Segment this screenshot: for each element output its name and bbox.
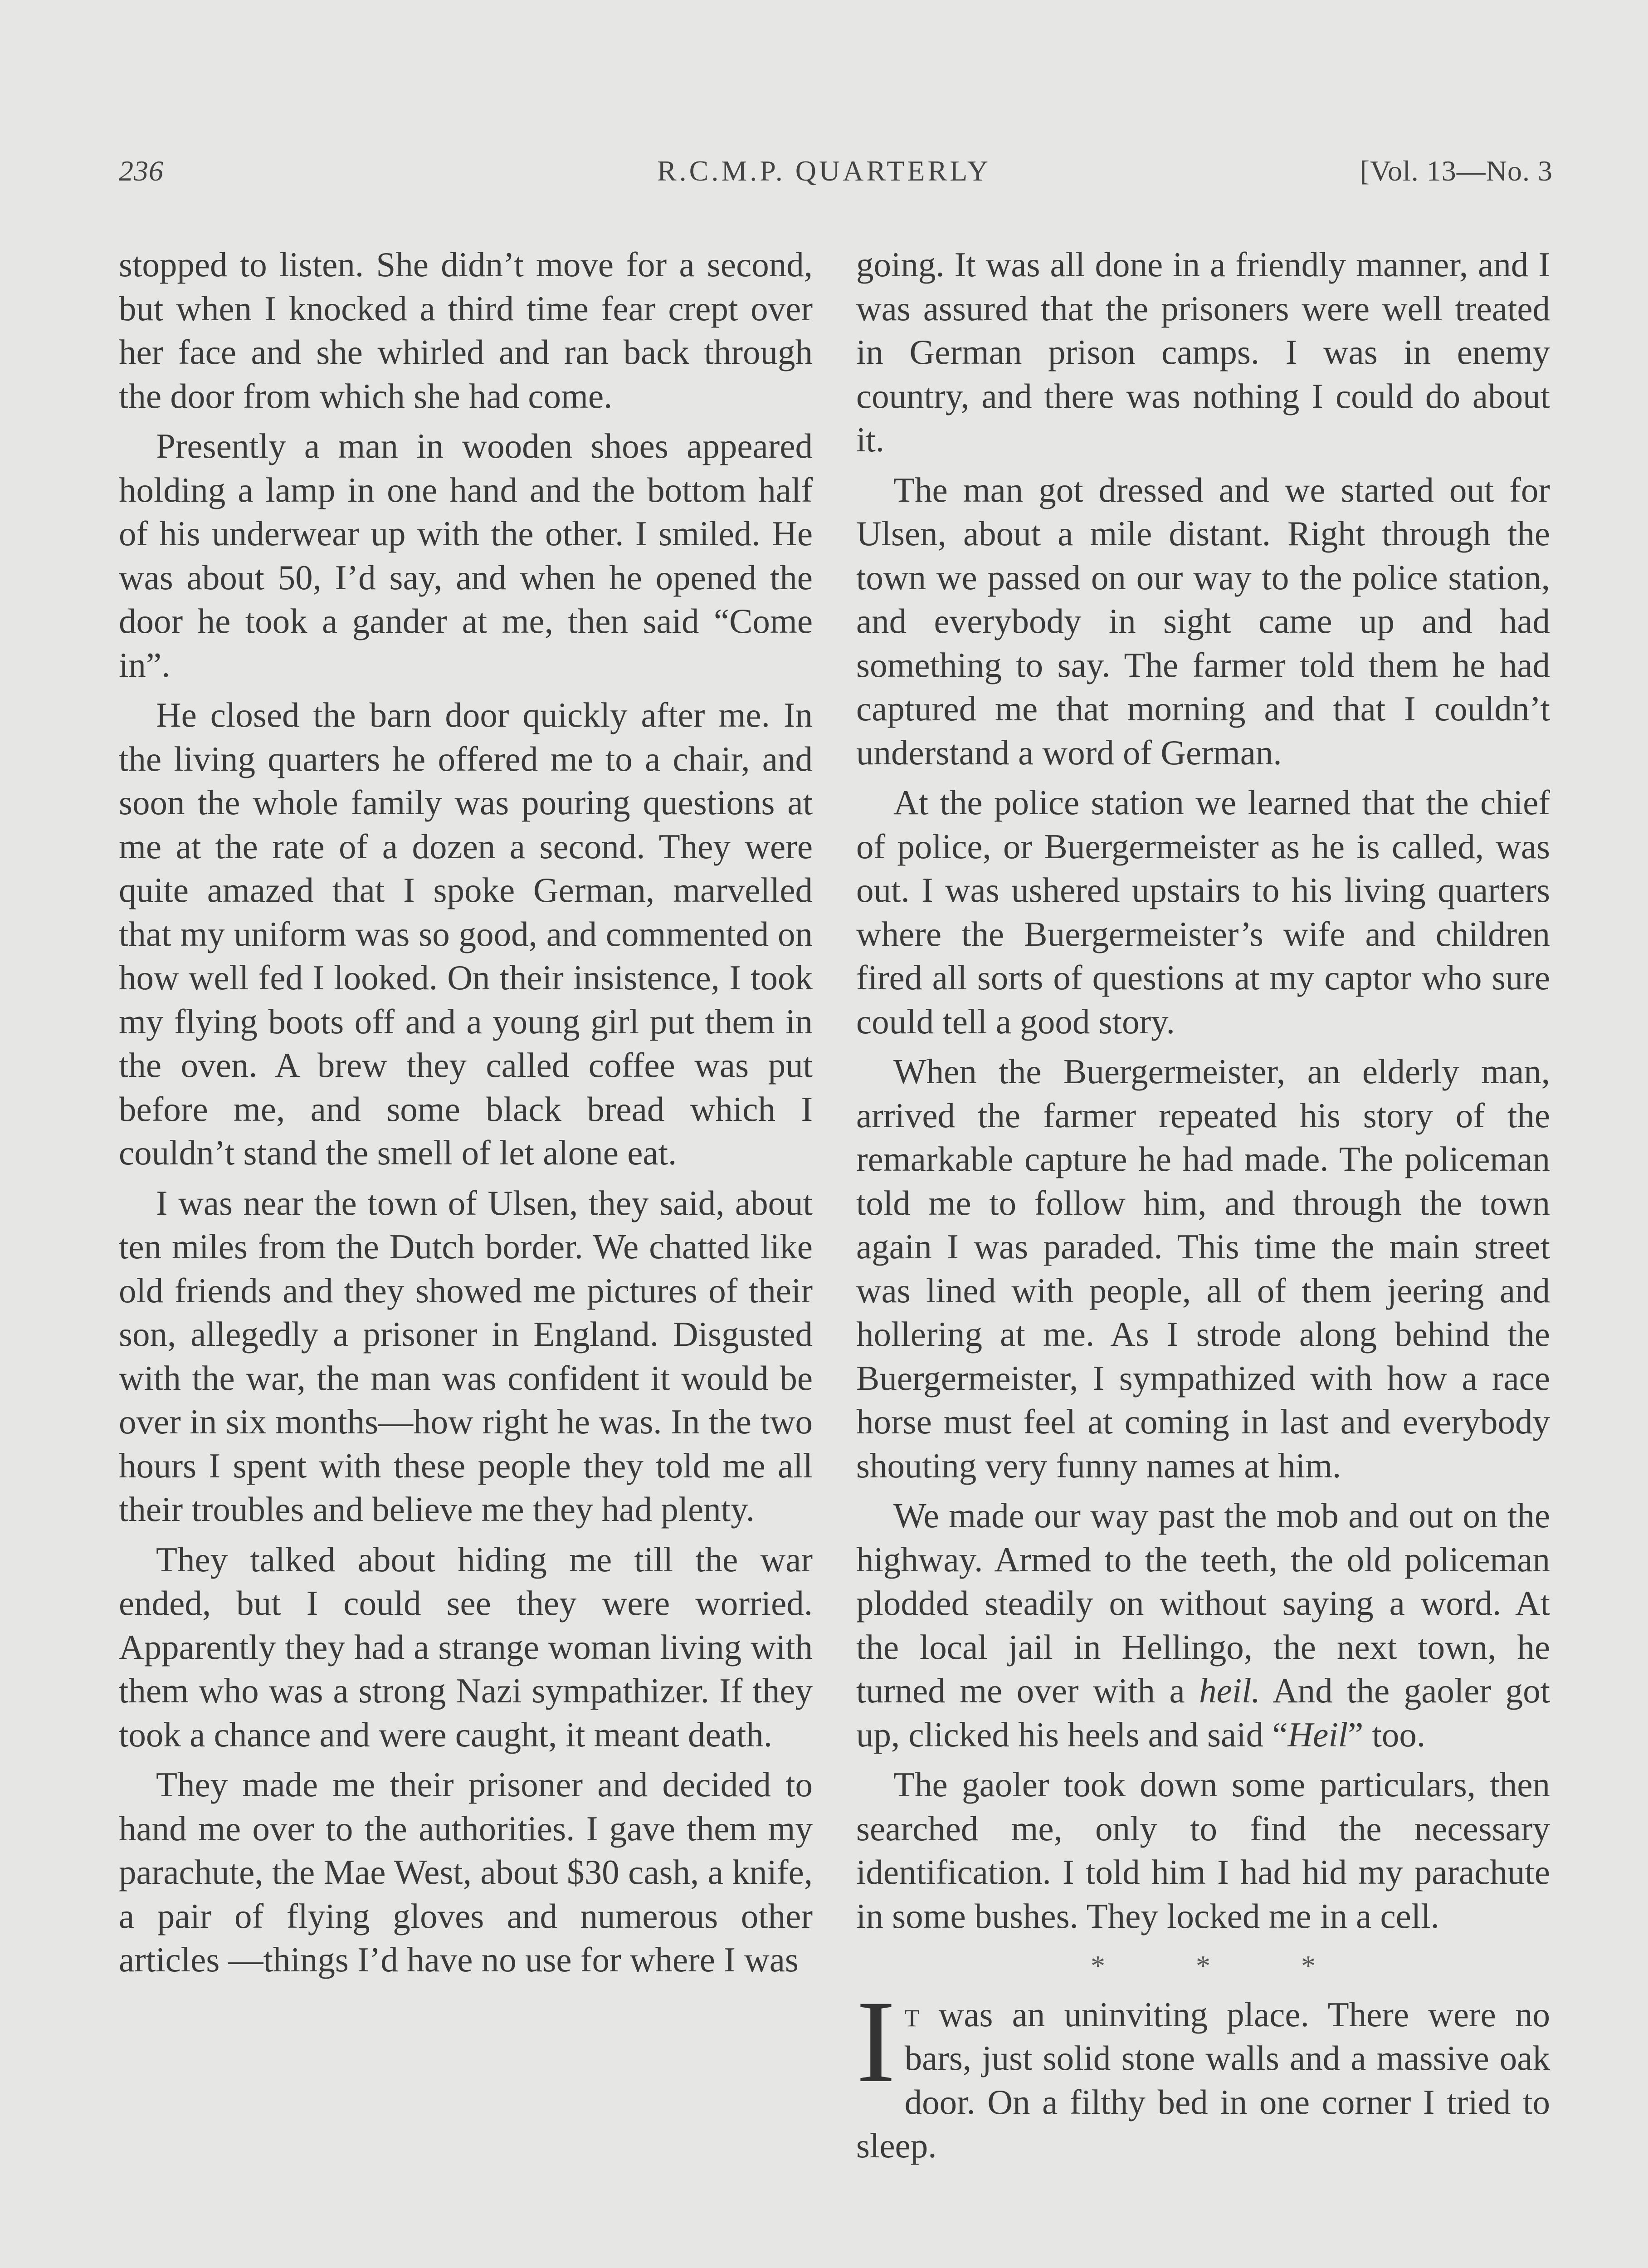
- small-caps-lead: t: [904, 1994, 920, 2034]
- section-break-star: *: [1196, 1950, 1210, 1982]
- final-paragraph: [856, 1976, 1550, 2168]
- page-number: 236: [119, 155, 164, 187]
- right-column: [856, 243, 1550, 2174]
- paragraph: The gaoler took down some particulars, then searched me, only to find the necessary identification. I told him I had hid my parachute in some bushes. They locked me in a cell.: [856, 1765, 1550, 1936]
- paragraph: When the Buergermeister, an elderly man, arrived the farmer repeated his story of the remarkable capture he had made. The policeman told me to follow him, and through the town again I was paraded. This time the main street was lined with people, all of them jeering and hollering at me. As I strode along behind the Buergermeister, I sympathized with how a race horse must feel at coming in last and everybody shouting very funny names at him.: [856, 1052, 1550, 1485]
- drop-cap: I: [856, 1976, 896, 2107]
- paragraph: At the police station we learned that the chief of police, or Buergermeister as he is called, was out. I was ushered upstairs to his living quarters where the Buergermeister’s wife and children fired all sorts of questions at my captor who sure could tell a good story.: [856, 783, 1550, 1041]
- paragraph: They talked about hiding me till the war ended, but I could see they were worried. Apparently they had a strange woman living with them who was a strong Nazi sympathizer. If they took a chance and were caught, it meant death.: [119, 1540, 813, 1754]
- paragraph: stopped to listen. She didn’t move for a second, but when I knocked a third time fear crept over her face and she whirled and ran back through the door from which she had come.: [119, 245, 813, 415]
- paragraph-text: And the gaoler got up, clicked his heels and said “: [856, 1671, 1550, 1754]
- italic-word: heil.: [1199, 1671, 1260, 1710]
- paragraph: He closed the barn door quickly after me. In the living quarters he offered me to a chair, and soon the whole family was pouring questions at me at the rate of a dozen a second. They were quite amazed that I spoke German, marvelled that my uniform was so good, and commented on how well fed I looked. On their insistence, I took my flying boots off and a young girl put them in the oven. A brew they called coffee was put before me, and some black bread which I couldn’t stand the smell of let alone eat.: [119, 695, 813, 1172]
- paragraph: They made me their prisoner and decided to hand me over to the authorities. I gave them my parachute, the Mae West, about $30 cash, a knife, a pair of flying gloves and numerous other articles —things I’d have no use for where I was: [119, 1765, 813, 1979]
- section-break: [856, 1944, 1550, 1988]
- paragraph-text: We made our way past the mob and out on the highway. Armed to the teeth, the old policeman plodded steadily on without saying a word. At the local jail in Hellingo, the next town, he turned me over with a: [856, 1496, 1550, 1710]
- volume-label: [Vol. 13—No. 3: [1360, 155, 1553, 187]
- italic-word: Heil: [1287, 1715, 1348, 1754]
- paragraph: Presently a man in wooden shoes appeared holding a lamp in one hand and the bottom half of his underwear up with the other. I smiled. He was about 50, I’d say, and when he opened the door he took a gander at me, then said “Come in”.: [119, 426, 813, 684]
- section-break-star: *: [1301, 1950, 1316, 1982]
- paragraph: [856, 1494, 1550, 1756]
- running-title: R.C.M.P. QUARTERLY: [657, 155, 991, 187]
- paragraph-text: was an uninviting place. There were no bars, just solid stone walls and a massive oak door. On a filthy bed in one corner I tried to sleep.: [856, 1994, 1550, 2165]
- left-column: [119, 243, 813, 1988]
- paragraph: The man got dressed and we started out for Ulsen, about a mile distant. Right through the town we passed on our way to the police station, and everybody in sight came up and had something to say. The farmer told them he had captured me that morning and that I couldn’t understand a word of German.: [856, 470, 1550, 772]
- paragraph: going. It was all done in a friendly manner, and I was assured that the prisoners were well treated in German prison camps. I was in enemy country, and there was nothing I could do about it.: [856, 245, 1550, 459]
- section-break-star: *: [1091, 1950, 1105, 1982]
- paragraph-text: ” too.: [1348, 1715, 1426, 1754]
- paragraph: I was near the town of Ulsen, they said, about ten miles from the Dutch border. We chatted like old friends and they showed me pictures of their son, allegedly a prisoner in England. Disgusted with the war, the man was confident it would be over in six months—how right he was. In the two hours I spent with these people they told me all their troubles and believe me they had plenty.: [119, 1183, 813, 1529]
